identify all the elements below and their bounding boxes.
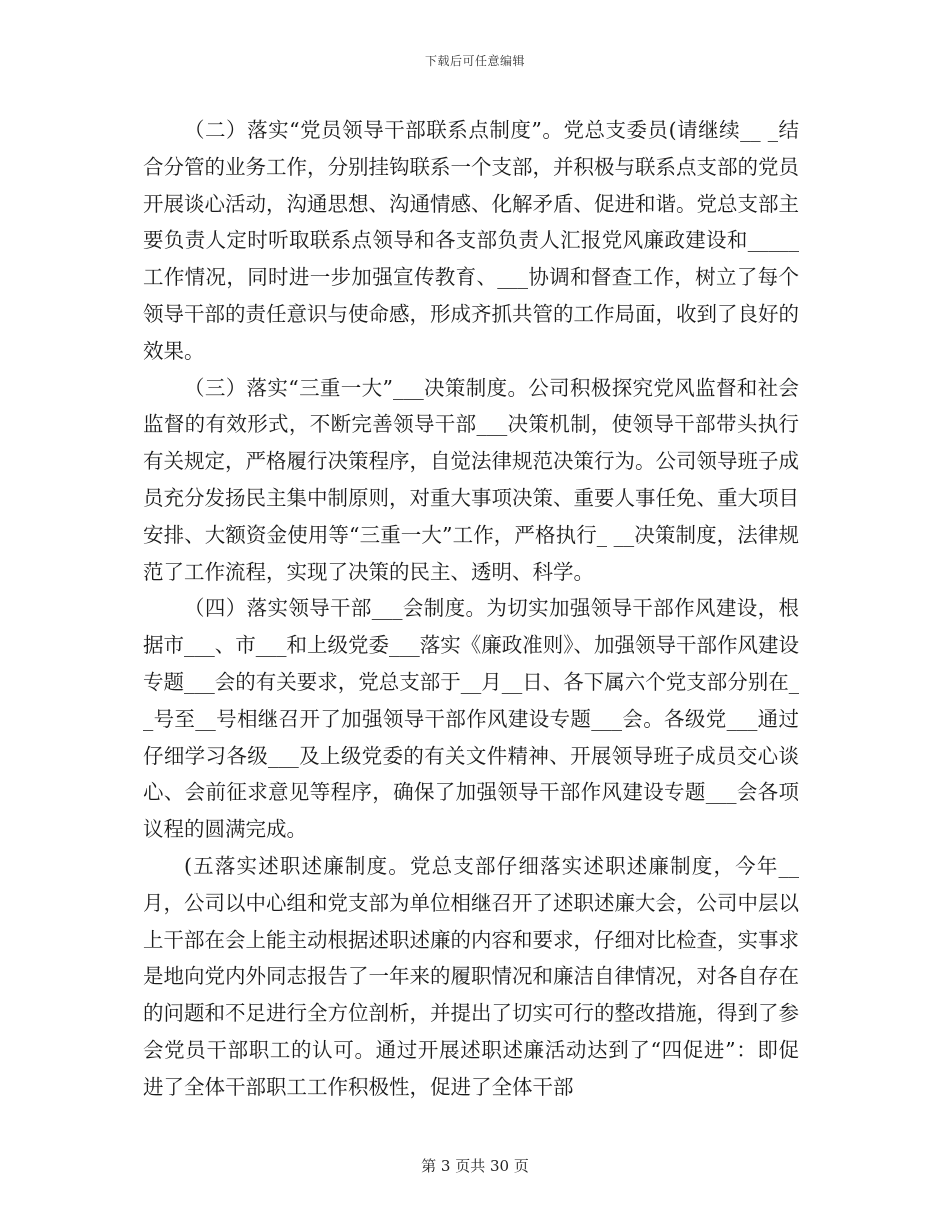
page-header: 下载后可任意编辑 <box>424 54 525 68</box>
paragraph-section-5: (五落实述职述廉制度。党总支部仔细落实述职述廉制度，今年__月，公司以中心组和党支部为单位相继召开了述职述廉大会，公司中层以上干部在会上能主动根据述职述廉的内容和要求，仔细对比检查，实事求是地向党内外同志报告了一年来的履职情况和廉洁自律情况，对各自存在的问题和不足进行全方位剖析，并提出了切实可行的整改措施，得到了参会党员干部职工的认可。通过开展述职述廉活动达到了“四促进”：即促进了全体干部职工工作积极性，促进了全体干部 <box>143 853 799 1099</box>
paragraph-section-3: （三）落实“三重一大”___决策制度。公司积极探究党风监督和社会监督的有效形式，不断完善领导干部___决策机制，使领导干部带头执行有关规定，严格履行决策程序，自觉法律规范决策行为。公司领导班子成员充分发扬民主集中制原则，对重大事项决策、重要人事任免、重大项目安排、大额资金使用等“三重一大”工作，严格执行_ __决策制度，法律规范了工作流程，实现了决策的民主、透明、科学。 <box>143 375 799 584</box>
paragraph-section-2: （二）落实“党员领导干部联系点制度”。党总支委员(请继续__ _结合分管的业务工作，分别挂钩联系一个支部，并积极与联系点支部的党员开展谈心活动，沟通思想、沟通情感、化解矛盾、促进和谐。党总支部主要负责人定时听取联系点领导和各支部负责人汇报党风廉政建设和_____工作情况，同时进一步加强宣传教育、___协调和督查工作，树立了每个领导干部的责任意识与使命感，形成齐抓共管的工作局面，收到了良好的效果。 <box>143 118 799 363</box>
paragraph-section-4: （四）落实领导干部___会制度。为切实加强领导干部作风建设，根据市___、市___和上级党委___落实《廉政准则》、加强领导干部作风建设专题___会的有关要求，党总支部于__月__日、各下属六个党支部分别在__号至__号相继召开了加强领导干部作风建设专题___会。各级党___通过仔细学习各级___及上级党委的有关文件精神、开展领导班子成员交心谈心、会前征求意见等程序，确保了加强领导干部作风建设专题___会各项议程的圆满完成。 <box>143 596 799 842</box>
document-body <box>143 112 799 1106</box>
page-footer: 第 3 页共 30 页 <box>421 1157 529 1175</box>
